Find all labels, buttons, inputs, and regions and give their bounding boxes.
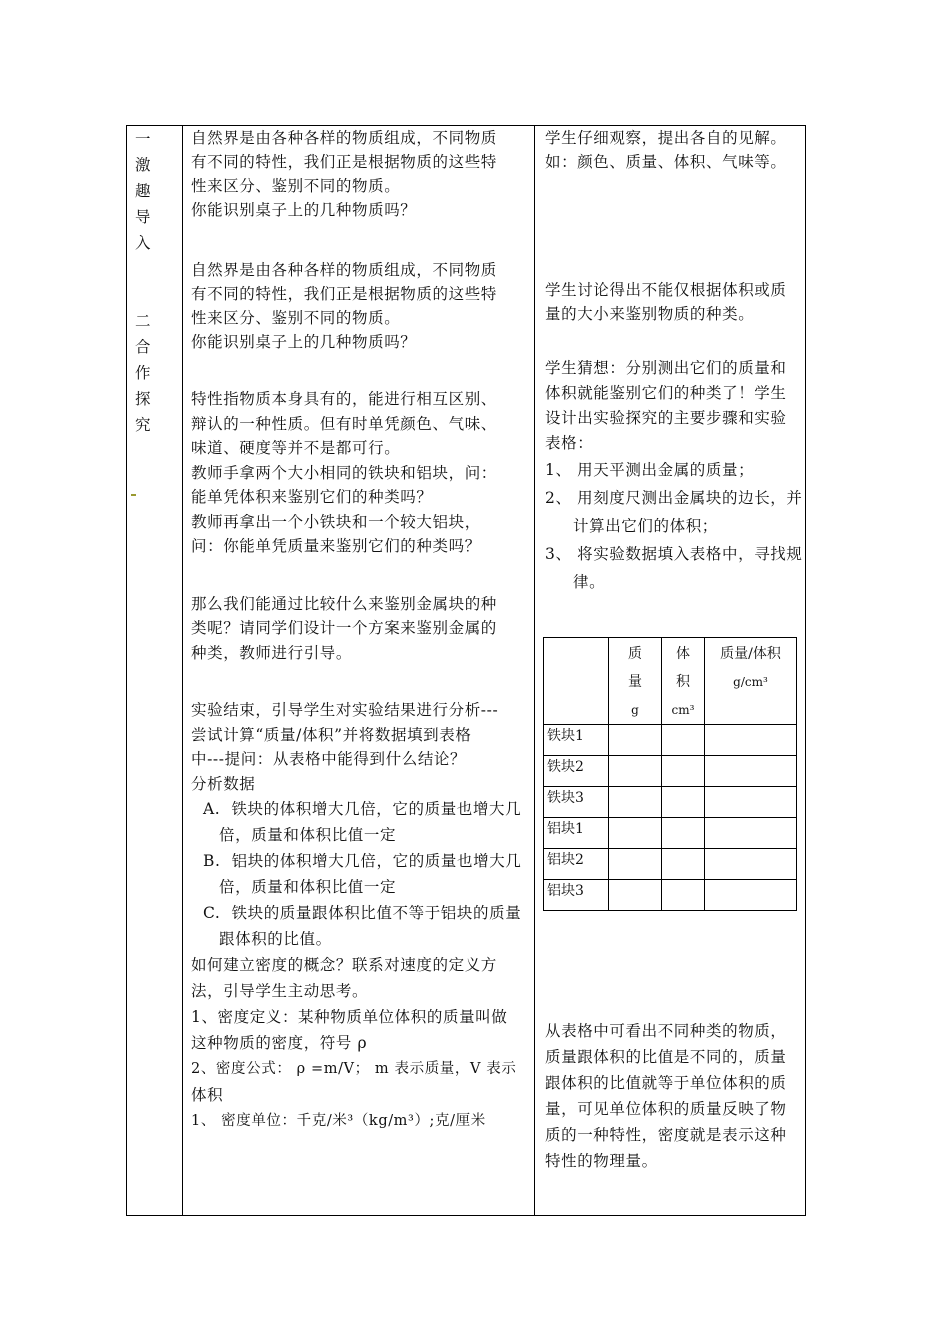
option-c	[191, 900, 531, 952]
text-line: 性来区分、鉴别不同的物质。	[191, 309, 401, 327]
stage-line: 入	[135, 234, 161, 252]
student-column	[545, 126, 803, 596]
student-discuss	[545, 278, 803, 326]
data-table	[543, 637, 797, 911]
teacher-repeat	[191, 258, 531, 354]
table-cell	[705, 756, 797, 787]
table-row	[544, 849, 797, 880]
student-observe	[545, 126, 803, 174]
table-cell	[705, 725, 797, 756]
stage-line: 作 探	[135, 364, 161, 408]
table-cell	[705, 787, 797, 818]
text-line: 从表格中可看出不同种类的物质，	[545, 1022, 787, 1040]
header-text: 质	[628, 646, 642, 662]
table-cell	[662, 849, 705, 880]
row-label: 铝块3	[544, 880, 609, 911]
text-line: 辩认的一种性质。但有时单凭颜色、气味、	[191, 414, 497, 433]
table-cell	[662, 725, 705, 756]
header-text: 体	[676, 646, 690, 662]
stage-line: 趣 导	[135, 182, 161, 226]
option-key: A.	[203, 800, 221, 818]
text-line: 学生猜想：分别测出它们的质量和	[545, 359, 787, 377]
table-header-volume	[662, 638, 705, 725]
teacher-column	[191, 126, 531, 1134]
text-line: 味道、硬度等并不是都可行。	[191, 439, 401, 457]
text-line: 跟体积的比值就等于单位体积的质	[545, 1074, 787, 1092]
step-item	[545, 540, 803, 596]
teacher-intro	[191, 126, 531, 222]
lesson-table	[126, 125, 806, 1216]
table-row	[544, 787, 797, 818]
header-text: 量	[628, 674, 642, 690]
text-line: 质的一种特性，密度就是表示这种	[545, 1126, 787, 1144]
table-row	[544, 725, 797, 756]
step-text: 将实验数据填入表格中，寻找规律。	[573, 545, 803, 591]
stage-explore	[135, 308, 179, 438]
text-line: 尝试计算“质量/体积”并将数据填到表格	[191, 725, 472, 744]
text-line: 体积就能鉴别它们的种类了！学生	[545, 384, 787, 402]
text-line: 表格：	[545, 434, 594, 452]
column-divider	[534, 126, 535, 1215]
text-line: 自然界是由各种各样的物质组成，不同物质	[191, 129, 497, 147]
text-line: 学生讨论得出不能仅根据体积或质	[545, 281, 787, 299]
option-key: C.	[203, 904, 221, 922]
text-line: 1、 密度单位：千克/米³（kg/m³）;克/厘米	[191, 1113, 486, 1129]
option-b	[191, 848, 531, 900]
text-line: 类呢？请同学们设计一个方案来鉴别金属的	[191, 619, 497, 637]
text-line: 体积	[191, 1086, 224, 1104]
table-header-blank	[544, 638, 609, 725]
step-number: 3、	[545, 545, 572, 563]
text-line: 教师手拿两个大小相同的铁块和铝块，问：	[191, 463, 497, 482]
text-line: 分析数据	[191, 774, 256, 793]
step-text: 用天平测出金属的质量；	[577, 461, 755, 479]
table-cell	[705, 818, 797, 849]
table-cell	[609, 787, 662, 818]
table-cell	[662, 787, 705, 818]
text-line: 这种物质的密度，符号 ρ	[191, 1034, 368, 1052]
text-line: 特性的物理量。	[545, 1152, 658, 1170]
step-number: 2、	[545, 489, 572, 507]
text-line: 有不同的特性，我们正是根据物质的这些特	[191, 153, 497, 171]
text-line: 能单凭体积来鉴别它们的种类吗？	[191, 488, 433, 506]
table-cell	[662, 880, 705, 911]
table-cell	[705, 849, 797, 880]
option-a	[191, 796, 531, 848]
table-cell	[609, 756, 662, 787]
row-label: 铁块2	[544, 756, 609, 787]
table-cell	[609, 849, 662, 880]
text-line: 自然界是由各种各样的物质组成，不同物质	[191, 261, 497, 279]
text-line: 学生仔细观察，提出各自的见解。	[545, 129, 787, 147]
option-text: 铁块的体积增大几倍，它的质量也增大几倍，质量和体积比值一定	[219, 800, 522, 844]
step-text: 用刻度尺测出金属块的边长，并计算出它们的体积；	[573, 489, 803, 535]
stage-line: 二 合	[135, 312, 161, 356]
column-divider	[182, 126, 183, 1215]
option-text: 铁块的质量跟体积比值不等于铝块的质量跟体积的比值。	[219, 904, 522, 948]
text-line: 量，可见单位体积的质量反映了物	[545, 1100, 787, 1118]
text-line: 如何建立密度的概念？联系对速度的定义方	[191, 956, 497, 974]
margin-mark	[131, 494, 136, 496]
row-label: 铝块1	[544, 818, 609, 849]
header-text: 质量/体积	[720, 646, 781, 662]
student-conclusion	[545, 1018, 803, 1174]
stage-intro	[135, 126, 179, 256]
row-label: 铁块3	[544, 787, 609, 818]
table-cell	[609, 880, 662, 911]
table-row	[544, 880, 797, 911]
step-item	[545, 456, 803, 484]
text-line: 质量跟体积的比值是不同的，质量	[545, 1048, 787, 1066]
step-item	[545, 484, 803, 540]
option-text: 铝块的体积增大几倍，它的质量也增大几倍，质量和体积比值一定	[219, 852, 522, 896]
row-label: 铁块1	[544, 725, 609, 756]
student-guess	[545, 356, 803, 456]
option-key: B.	[203, 852, 221, 870]
text-line: 实验结束，引导学生对实验结果进行分析---	[191, 701, 499, 719]
text-line: 你能识别桌子上的几种物质吗？	[191, 333, 417, 351]
table-cell	[705, 880, 797, 911]
student-steps	[545, 456, 803, 596]
row-label: 铝块2	[544, 849, 609, 880]
text-line: 性来区分、鉴别不同的物质。	[191, 177, 401, 195]
text-line: 中---提问：从表格中能得到什么结论？	[191, 750, 467, 768]
teacher-property	[191, 387, 531, 559]
text-line: 你能识别桌子上的几种物质吗？	[191, 201, 417, 219]
text-line: 量的大小来鉴别物质的种类。	[545, 305, 755, 323]
text-line: 种类，教师进行引导。	[191, 643, 353, 662]
analysis-options	[191, 796, 531, 952]
table-header-mass	[609, 638, 662, 725]
teacher-analysis	[191, 698, 531, 796]
text-line: 法，引导学生主动思考。	[191, 982, 369, 1000]
table-cell	[609, 725, 662, 756]
step-number: 1、	[545, 461, 572, 479]
teacher-density	[191, 952, 531, 1134]
stage-line: 一 激	[135, 130, 161, 174]
table-row	[544, 818, 797, 849]
stage-line: 究	[135, 416, 161, 434]
header-text: g	[631, 703, 639, 717]
text-line: 教师再拿出一个小铁块和一个较大铝块，	[191, 512, 481, 531]
stage-column	[135, 126, 179, 438]
teacher-design	[191, 592, 531, 666]
table-header-ratio	[705, 638, 797, 725]
table-row	[544, 756, 797, 787]
table-cell	[662, 756, 705, 787]
header-text: cm³	[671, 703, 695, 717]
header-text: 积	[676, 674, 690, 690]
text-line: 问：你能单凭质量来鉴别它们的种类吗？	[191, 537, 481, 555]
header-text: g/cm³	[733, 675, 768, 689]
table-cell	[662, 818, 705, 849]
table-header-row	[544, 638, 797, 725]
text-line: 有不同的特性，我们正是根据物质的这些特	[191, 285, 497, 303]
text-line: 1、密度定义：某种物质单位体积的质量叫做	[191, 1008, 508, 1026]
text-line: 2、密度公式： ρ =m/V； m 表示质量，V 表示	[191, 1061, 517, 1077]
text-line: 特性指物质本身具有的，能进行相互区别、	[191, 390, 497, 408]
text-line: 设计出实验探究的主要步骤和实验	[545, 409, 787, 427]
text-line: 如：颜色、质量、体积、气味等。	[545, 153, 787, 171]
table-cell	[609, 818, 662, 849]
text-line: 那么我们能通过比较什么来鉴别金属块的种	[191, 594, 497, 613]
